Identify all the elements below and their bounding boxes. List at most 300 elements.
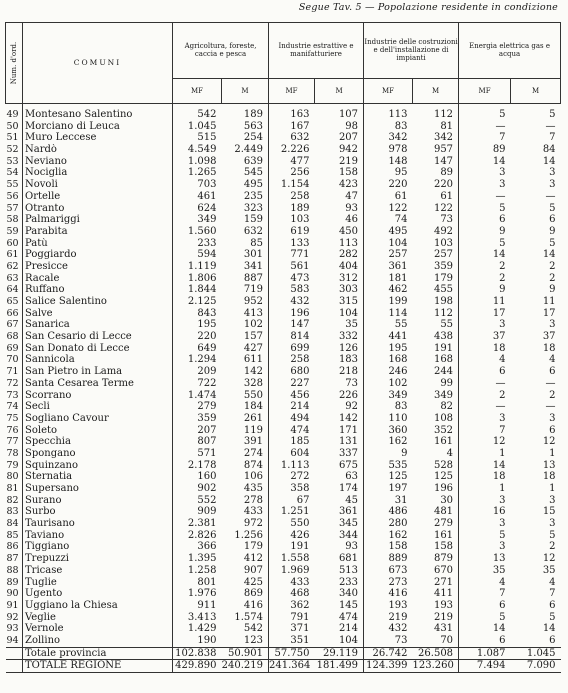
row-number: 72 (6, 377, 19, 389)
value-cell: 261 (243, 412, 264, 424)
row-number: 84 (6, 518, 19, 530)
value-cell: 126 (338, 342, 359, 354)
table-row (6, 167, 561, 179)
comune-name: Ruffano (23, 284, 173, 296)
table-row (6, 647, 561, 660)
value-cell: 611 (243, 354, 264, 366)
value-cell: 2 (549, 260, 556, 272)
comune-name: Sanarica (23, 319, 173, 331)
comune-name: Specchia (23, 436, 173, 448)
subheader-mf: MF (364, 78, 413, 103)
value-cell: 183 (338, 354, 359, 366)
comune-name: Tricase (23, 565, 173, 577)
value-cell: 92 (345, 401, 359, 413)
value-cell: 258 (269, 191, 315, 203)
value-cell: 1.806 (173, 273, 222, 285)
value-cell: 227 (269, 378, 315, 390)
value-cell: 74 (364, 214, 413, 226)
value-cell: 190 (173, 635, 222, 647)
comune-name: Muro Leccese (23, 132, 173, 144)
value-cell: 3 (459, 167, 511, 179)
value-cell: 942 (338, 144, 359, 156)
comune-name: San Pietro in Lama (23, 366, 173, 378)
value-cell: 9 (459, 226, 511, 238)
value-cell: 220 (433, 179, 454, 191)
row-number: 56 (6, 190, 19, 202)
value-cell: 4 (459, 577, 511, 589)
value-cell: 14 (459, 623, 511, 635)
value-cell: 6 (549, 366, 556, 378)
value-cell: 432 (364, 623, 413, 635)
table-row (6, 565, 561, 577)
value-cell: 218 (338, 366, 359, 378)
subheader-mf: MF (459, 78, 511, 103)
table-row (6, 460, 561, 472)
value-cell: 361 (338, 506, 359, 518)
value-cell: 160 (173, 471, 222, 483)
table-row (6, 191, 561, 203)
value-cell: 241.364 (269, 660, 315, 673)
value-cell: 349 (173, 214, 222, 226)
value-cell: 18 (459, 471, 511, 483)
value-cell: 168 (364, 354, 413, 366)
value-cell: 4 (549, 354, 556, 366)
value-cell: 1.429 (173, 623, 222, 635)
value-cell: 122 (364, 203, 413, 215)
value-cell: 441 (364, 331, 413, 343)
value-cell: 433 (243, 506, 264, 518)
value-cell: 874 (243, 459, 264, 471)
value-cell: — (545, 120, 556, 132)
value-cell: — (545, 190, 556, 202)
value-cell: 16 (459, 506, 511, 518)
value-cell: 148 (364, 156, 413, 168)
value-cell: 14 (459, 156, 511, 168)
value-cell: 1.574 (234, 611, 264, 623)
comune-name: Spongano (23, 448, 173, 460)
comune-name: Squinzano (23, 460, 173, 472)
value-cell: 362 (269, 600, 315, 612)
value-cell: 360 (364, 425, 413, 437)
value-cell: 93 (345, 541, 359, 553)
value-cell: 1.969 (269, 565, 315, 577)
value-cell: 413 (243, 307, 264, 319)
comune-name: Surano (23, 495, 173, 507)
num-ord-header: Num. d'ord. (6, 23, 23, 104)
value-cell: 4 (446, 447, 454, 459)
value-cell: 162 (364, 530, 413, 542)
table-row (6, 577, 561, 589)
row-number: 82 (6, 494, 19, 506)
value-cell: 83 (364, 121, 413, 133)
group-header-costruzioni: Industrie delle costruzioni e dell'installazione di impianti (364, 23, 459, 79)
value-cell: 89 (459, 144, 511, 156)
row-number: 58 (6, 214, 19, 226)
value-cell: 282 (338, 249, 359, 261)
value-cell: 632 (243, 225, 264, 237)
value-cell: 1.395 (173, 553, 222, 565)
value-cell: 158 (338, 167, 359, 179)
comune-name: Supersano (23, 483, 173, 495)
value-cell: 73 (364, 635, 413, 647)
table-row (6, 518, 561, 530)
value-cell: 6 (459, 366, 511, 378)
value-cell: 244 (433, 366, 454, 378)
table-row (6, 156, 561, 168)
value-cell: 561 (269, 261, 315, 273)
table-row (6, 273, 561, 285)
row-number: 61 (6, 249, 19, 261)
value-cell: 272 (269, 471, 315, 483)
value-cell: 273 (364, 577, 413, 589)
row-number: 88 (6, 564, 19, 576)
table-row (6, 144, 561, 156)
value-cell: 426 (269, 530, 315, 542)
value-cell: 258 (269, 354, 315, 366)
value-cell: 545 (243, 167, 264, 179)
value-cell: 341 (243, 260, 264, 272)
comune-name: Vernole (23, 623, 173, 635)
row-number: 54 (6, 167, 19, 179)
value-cell: 3 (549, 518, 556, 530)
comune-name: Racale (23, 273, 173, 285)
value-cell: 312 (338, 272, 359, 284)
table-row (6, 425, 561, 437)
value-cell: 456 (269, 390, 315, 402)
value-cell: 879 (433, 553, 454, 565)
table-row (6, 588, 561, 600)
page-title: Segue Tav. 5 — Popolazione residente in condizione (298, 2, 558, 13)
comune-name: Salve (23, 308, 173, 320)
value-cell: 344 (338, 529, 359, 541)
value-cell: 5 (549, 611, 556, 623)
value-cell: 7 (459, 132, 511, 144)
value-cell: 468 (269, 588, 315, 600)
value-cell: 412 (243, 553, 264, 565)
value-cell: 102 (364, 378, 413, 390)
row-number: 70 (6, 354, 19, 366)
value-cell: 515 (173, 132, 222, 144)
value-cell: 1.251 (269, 506, 315, 518)
row-number: 65 (6, 296, 19, 307)
value-cell: 550 (243, 389, 264, 401)
value-cell: 2 (459, 261, 511, 273)
value-cell: 455 (433, 284, 454, 296)
comune-name: Novoli (23, 179, 173, 191)
table-row (6, 179, 561, 191)
value-cell: 1.045 (511, 647, 561, 660)
value-cell: 157 (243, 331, 264, 343)
value-cell: 2.449 (234, 144, 264, 156)
value-cell: 113 (364, 104, 413, 121)
comune-name: Taurisano (23, 518, 173, 530)
value-cell: 5 (459, 530, 511, 542)
comune-name: Salice Salentino (23, 296, 173, 308)
value-cell: 4.549 (173, 144, 222, 156)
value-cell: 814 (269, 331, 315, 343)
value-cell: 124.399 (364, 660, 413, 673)
row-number: 78 (6, 447, 19, 459)
value-cell: 632 (269, 132, 315, 144)
value-cell: 179 (243, 541, 264, 553)
row-number: 77 (6, 436, 19, 448)
value-cell: 107 (338, 109, 359, 120)
value-cell: 2 (459, 273, 511, 285)
value-cell: 133 (269, 238, 315, 250)
value-cell: 18 (542, 471, 556, 483)
value-cell: 98 (345, 120, 359, 132)
value-cell: 142 (338, 412, 359, 424)
value-cell: 12 (542, 553, 556, 565)
value-cell: 427 (243, 342, 264, 354)
value-cell: 147 (433, 155, 454, 167)
value-cell: 450 (338, 225, 359, 237)
comune-name: Surbo (23, 506, 173, 518)
value-cell: 3.413 (173, 612, 222, 624)
value-cell: 6 (459, 214, 511, 226)
value-cell: 1.098 (173, 156, 222, 168)
value-cell: 240.219 (222, 660, 269, 673)
row-number: 63 (6, 272, 19, 284)
value-cell: 473 (269, 273, 315, 285)
value-cell: 119 (243, 424, 264, 436)
comune-name: Soleto (23, 425, 173, 437)
value-cell: 171 (338, 424, 359, 436)
value-cell: 619 (269, 226, 315, 238)
value-cell: 162 (364, 436, 413, 448)
row-number: 85 (6, 529, 19, 541)
value-cell: 106 (243, 471, 264, 483)
value-cell: 909 (173, 506, 222, 518)
row-number: 90 (6, 588, 19, 600)
value-cell: 542 (243, 623, 264, 635)
value-cell: 125 (364, 471, 413, 483)
comune-name: Sogliano Cavour (23, 413, 173, 425)
value-cell: 112 (433, 307, 454, 319)
value-cell: 110 (364, 413, 413, 425)
table-row (6, 226, 561, 238)
value-cell: 207 (173, 425, 222, 437)
value-cell: 191 (433, 342, 454, 354)
value-cell: 1.474 (173, 390, 222, 402)
comune-name: Sternatia (23, 471, 173, 483)
value-cell: 55 (364, 319, 413, 331)
row-number (6, 660, 23, 673)
row-number: 75 (6, 412, 19, 424)
value-cell: 2.178 (173, 460, 222, 472)
row-number: 67 (6, 319, 19, 331)
value-cell: 1.087 (459, 647, 511, 660)
value-cell: 220 (173, 331, 222, 343)
value-cell: 219 (433, 611, 454, 623)
table-row (6, 471, 561, 483)
value-cell: 17 (459, 308, 511, 320)
value-cell: 14 (542, 155, 556, 167)
value-cell: 219 (338, 155, 359, 167)
value-cell: 699 (269, 343, 315, 355)
value-cell: 416 (364, 588, 413, 600)
table-row (6, 623, 561, 635)
value-cell: 670 (433, 564, 454, 576)
table-row (6, 296, 561, 308)
value-cell: 889 (364, 553, 413, 565)
group-header-industrie-estrattive: Industrie estrattive e manifatturiere (269, 23, 364, 79)
comune-name: Uggiano la Chiesa (23, 600, 173, 612)
value-cell: 431 (433, 623, 454, 635)
value-cell: 3 (459, 413, 511, 425)
value-cell: 807 (173, 436, 222, 448)
comune-name: Nardò (23, 144, 173, 156)
value-cell: 6 (549, 214, 556, 226)
value-cell: 438 (433, 331, 454, 343)
value-cell: 1.113 (269, 460, 315, 472)
value-cell: 214 (269, 401, 315, 413)
comune-name: Otranto (23, 203, 173, 215)
comune-name: Poggiardo (23, 249, 173, 261)
value-cell: 233 (338, 576, 359, 588)
value-cell: 145 (338, 599, 359, 611)
value-cell: 93 (345, 202, 359, 214)
value-cell: 14 (459, 460, 511, 472)
value-cell: 6 (549, 599, 556, 611)
value-cell: 2.826 (173, 530, 222, 542)
value-cell: 15 (542, 506, 556, 518)
value-cell: 594 (173, 249, 222, 261)
row-number: 62 (6, 260, 19, 272)
value-cell: 246 (364, 366, 413, 378)
value-cell: 131 (338, 436, 359, 448)
value-cell: 791 (269, 612, 315, 624)
comune-name: Trepuzzi (23, 553, 173, 565)
value-cell: 3 (459, 319, 511, 331)
value-cell: 1.844 (173, 284, 222, 296)
value-cell: 604 (269, 448, 315, 460)
row-number: 49 (6, 109, 19, 120)
value-cell: 9 (459, 284, 511, 296)
value-cell: 113 (338, 237, 359, 249)
value-cell: 257 (433, 249, 454, 261)
row-number: 81 (6, 483, 19, 494)
value-cell: 1.976 (173, 588, 222, 600)
table-row (6, 284, 561, 296)
row-number: 73 (6, 389, 19, 401)
value-cell: 481 (433, 506, 454, 518)
comune-name: Neviano (23, 156, 173, 168)
value-cell: 99 (440, 377, 454, 389)
value-cell: 978 (364, 144, 413, 156)
value-cell: 358 (269, 483, 315, 495)
value-cell: 189 (269, 203, 315, 215)
row-number: 87 (6, 553, 19, 565)
table-row (6, 541, 561, 553)
value-cell: 220 (364, 179, 413, 191)
value-cell: 174 (338, 483, 359, 494)
value-cell: 957 (433, 144, 454, 156)
value-cell: 492 (433, 225, 454, 237)
value-cell: 197 (364, 483, 413, 495)
table-row (6, 660, 561, 673)
table-row (6, 413, 561, 425)
value-cell: 193 (433, 599, 454, 611)
population-table (5, 22, 561, 673)
value-cell: 102 (243, 319, 264, 331)
value-cell: 70 (440, 634, 454, 646)
value-cell: 624 (173, 203, 222, 215)
value-cell: 104 (338, 634, 359, 646)
value-cell: 2.381 (173, 518, 222, 530)
comune-name: Zollino (23, 635, 173, 647)
value-cell: 323 (243, 202, 264, 214)
value-cell: 85 (250, 237, 264, 249)
value-cell: 12 (542, 436, 556, 448)
comune-name: Ugento (23, 588, 173, 600)
value-cell: 349 (433, 389, 454, 401)
value-cell: 315 (338, 296, 359, 307)
value-cell: 2 (549, 541, 556, 553)
row-number: 71 (6, 366, 19, 378)
subheader-m: M (511, 78, 561, 103)
value-cell: 345 (338, 518, 359, 530)
value-cell: 14 (459, 249, 511, 261)
value-cell: 159 (243, 214, 264, 226)
value-cell: 303 (338, 284, 359, 296)
value-cell: 887 (243, 272, 264, 284)
value-cell: 181.499 (315, 660, 364, 673)
value-cell: 4 (459, 354, 511, 366)
subheader-mf: MF (173, 78, 222, 103)
value-cell: 1 (459, 483, 511, 495)
value-cell: — (459, 191, 511, 203)
row-number: 55 (6, 179, 19, 191)
row-number: 74 (6, 401, 19, 413)
value-cell: 45 (345, 494, 359, 506)
value-cell: 184 (243, 401, 264, 413)
value-cell: 209 (173, 366, 222, 378)
value-cell: 359 (433, 260, 454, 272)
value-cell: 1.265 (173, 167, 222, 179)
subheader-m: M (222, 78, 269, 103)
value-cell: 73 (440, 214, 454, 226)
value-cell: 55 (440, 319, 454, 331)
table-row (6, 203, 561, 215)
value-cell: 13 (542, 459, 556, 471)
value-cell: 199 (364, 296, 413, 308)
value-cell: 7.494 (459, 660, 511, 673)
value-cell: 3 (459, 518, 511, 530)
value-cell: 256 (269, 167, 315, 179)
value-cell: 83 (364, 401, 413, 413)
value-cell: 108 (433, 412, 454, 424)
value-cell: 391 (243, 436, 264, 448)
table-row (6, 448, 561, 460)
value-cell: 271 (433, 576, 454, 588)
value-cell: 147 (269, 319, 315, 331)
value-cell: 5 (549, 202, 556, 214)
table-row (6, 261, 561, 273)
row-number: 93 (6, 623, 19, 635)
value-cell: 37 (459, 331, 511, 343)
table-row (6, 214, 561, 226)
value-cell: 104 (364, 238, 413, 250)
value-cell: 474 (269, 425, 315, 437)
value-cell: 18 (542, 342, 556, 354)
value-cell: 337 (338, 447, 359, 459)
value-cell: 649 (173, 343, 222, 355)
value-cell: 84 (542, 144, 556, 156)
value-cell: 719 (243, 284, 264, 296)
value-cell: 3 (549, 494, 556, 506)
value-cell: 31 (364, 495, 413, 507)
